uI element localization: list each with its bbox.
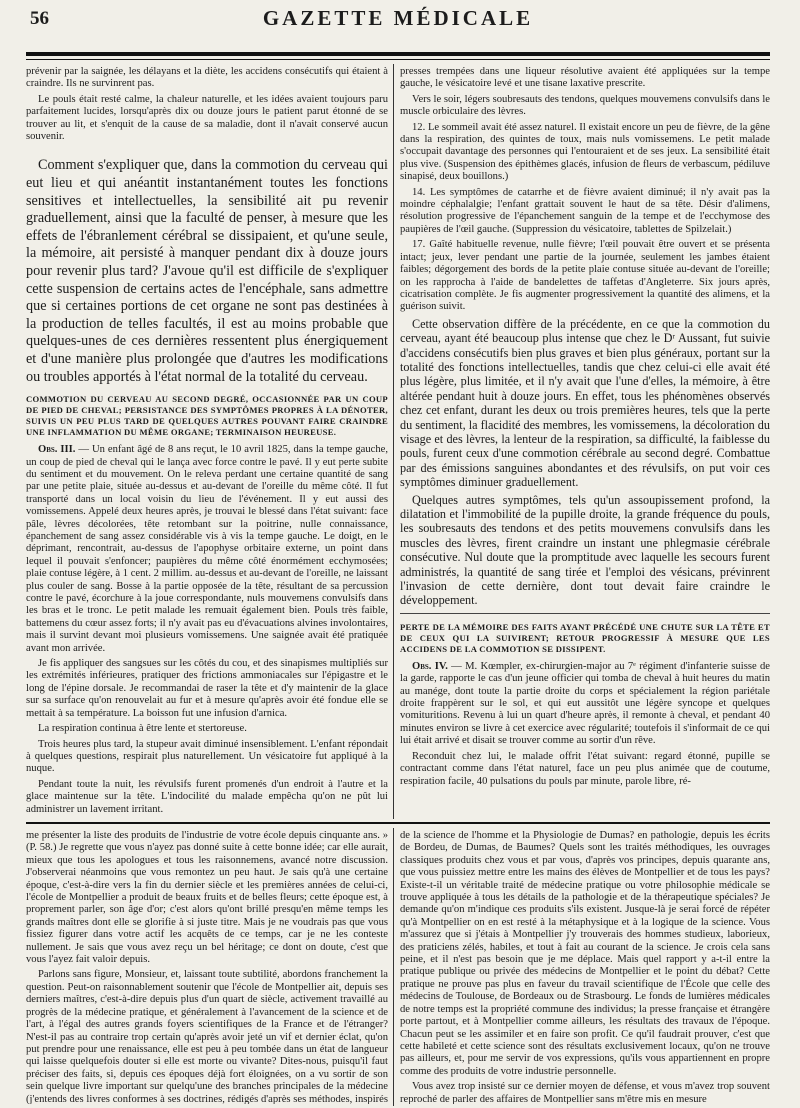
column-right-lower: [400, 830, 770, 1104]
section-divider: [26, 822, 770, 824]
paragraph: Reconduit chez lui, le malade offrit l'état suivant: regard étonné, pupille se contractant comme dans l'état naturel, face un peu plus animée que de coutume, respiration facile, 40 pulsations du pouls par minute, parole libre, ré-: [400, 750, 770, 787]
paragraph: Vous avez trop insisté sur ce dernier moyen de défense, et vous m'avez trop souvent reproché de parler des affaires de Montpellier sans m'être mis en mesure: [400, 1081, 770, 1104]
paragraph: Vers le soir, légers soubresauts des tendons, quelques mouvemens convulsifs dans le muscle orbiculaire des lèvres.: [400, 93, 770, 118]
paragraph: Parlons sans figure, Monsieur, et, laissant toute subtilité, abordons franchement la question. Peut-on raisonnablement soutenir que l'école de Montpellier ait, depuis ses derniers maîtres, c'est-à-dire depuis plus d'un quart de siècle, activement travaillé au progrès de la médecine pratique, et généralement à l'avancement de la science et de l'art, à l'égal des autres grands foyers scientifiques de la France et de l'étranger? N'est-il pas au contraire trop certain qu'après avoir jeté un vif et dernier éclat, qu'on put prendre pour une renaissance, elle est peu à peu tombée dans un état de langueur qui laisse quelquefois douter si elle est morte ou vivante? Dites-nous, puisqu'il faut préciser des faits, si, depuis ces époques déjà fort éloignées, on a vu sortir de son sein quelque livre important sur quelqu'une des branches principales de la médecine (j'entends des livres conformes à ses doctrines, rédigés d'après ses méthodes, inspirés: [26, 969, 388, 1104]
paragraph: me présenter la liste des produits de l'industrie de votre école depuis cinquante ans. » (P. 58.) Je regrette que vous n'ayez pas donné suite à cette bonne idée; car elle aurait, mieux que tous les apologues et tous les raisonnemens, avancé notre discussion. J'observerai néanmoins que vous remontez un peu haut. Je sais qu'à une certaine époque, c'est-à-dire vers la fin du dernier siècle et les premières années de celui-ci, l'école de Montpellier a produit de beaux fruits et de belles fleurs; cette époque est, à proprement parler, son âge d'or; c'est alors qu'ont brillé presqu'en même temps les grands maîtres dont elle se glorifie à si juste titre. Mais je ne voudrais pas que vous fissiez figurer dans votre actif les acquêts de ce temps, car je ne les conteste nullement. Je sais que vous avez reçu un bel héritage; ce dont on doute, c'est que vous l'ayez fait valoir depuis.: [26, 830, 388, 966]
paragraph: de la science de l'homme et la Physiologie de Dumas? en pathologie, depuis les écrits de Bordeu, de Dumas, de Baumes? Quels sont les traités méthodiques, les ouvrages classiques produits chez vous et par vous, d'après vos principes, depuis quarante ans, que vous puissiez mettre entre les mains des élèves de Montpellier et de tous les pays? Existe-t-il un véritable traité de médecine pratique ou votre philosophie médicale se trouve appliquée à tous les détails de la pathologie et de la thérapeutique spéciales? Je demande qu'on m'indique ces produits s'ils existent. Jusque-là je serai forcé de répéter qu'à Montpellier on en est resté à la métaphysique et à la logique de la science. Vous m'assurez que si j'étais à Montpellier j'y trouverais des hommes studieux, laborieux, des praticiens zélés, habiles, et tout à fait au courant de la science. Je crois cela sans peine, et il n'est pas besoin que je me déplace. Mais quel rapport y a-t-il entre la pratique publique ou privée des médecins de Montpellier et le point du débat? Cette pratique ne prouve pas plus en faveur du travail scientifique de l'École que celle des médecins de Toulouse, de Bordeaux ou de Strasbourg. Le fonds de lumières médicales de notre temps est la propriété commune des individus; la presse française et étrangère porte partout, et à Montpellier comme ailleurs, les résultats des travaux de l'époque. Chacun peut se les assimiler et en faire son profit. Ce qu'il faudrait prouver, c'est que cette habileté et cette science sont des résultats exclusivement locaux, qu'on ne trouve pas ailleurs, et, pour me servir de vos expressions, qu'ils vous appartiennent en propre comme des produits de votre industrie personnelle.: [400, 830, 770, 1077]
column-left-lower: [26, 830, 388, 1104]
observation-text: — M. Kœmpler, ex-chirurgien-major au 7ᵉ régiment d'infanterie suisse de la garde, rapporte le cas d'un jeune officier qui tomba de cheval à huit heures du matin au manége, dont toute la partie droite du corps et spécialement la région pariétale droite frappèrent sur le sol, et qui eut aussitôt une légère syncope et quelques vomituritions. Revenu à lui un quart d'heure après, il remonte à cheval, et pendant 40 minutes environ se livre à cet exercice avec régularité; toutefois il s'informait de ce qui lui était arrivé et disait se trouver comme au sortir d'un rêve.: [400, 660, 770, 747]
paragraph: 14. Les symptômes de catarrhe et de fièvre avaient diminué; il n'y avait pas la moindre céphalalgie; l'enfant grattait souvent le haut de sa tête. Désir d'alimens, résolution progressive de l'épanchement sanguin de la tempe et de l'ecchymose des paupières de l'œil gauche. (Suppression du vésicatoire, tablettes de Spilzelait.): [400, 186, 770, 235]
paragraph: Pendant toute la nuit, les révulsifs furent promenés d'un endroit à l'autre et la glace maintenue sur la tête. L'indocilité du malade empêcha qu'on ne pût lui administrer un lavement irritant.: [26, 778, 388, 815]
page-number: 56: [30, 8, 49, 29]
observation-text: — Un enfant âgé de 8 ans reçut, le 10 avril 1825, dans la tempe gauche, un coup de pied de cheval qui le lança avec force contre le pavé. Il y eut perte subite du sentiment et du mouvement. On le releva perdant une certaine quantité de sang par une petite plaie, située au-dessus et au-devant de l'oreille du même côté. Il fut transporté dans un local voisin du lieu de l'événement. Il y eut aussi des vomissemens. Appelé deux heures après, je trouvai le blessé dans l'état suivant: face pâle, lèvres décolorées, tête retombant sur la poitrine, nulle connaissance, épanchement de sang assez considérable vis à vis la tempe gauche. Le doigt, en le déprimant, rencontrait, au-dessus de l'apophyse orbitaire externe, un point dans lequel il pouvait s'enfoncer; paupières du même côté énormément ecchymosées; plaie contuse légère, à 1 cent. 2 millim. au-dessus et au-devant de l'oreille, ne laissant plus couler de sang. Bosse à la partie opposée de la tête, résultant de sa percussion contre le pavé, écorchure à la joue correspondante, nuls mouvemens convulsifs dans les bras et le tronc. Le petit malade les remuait également bien. Pouls très faible, battemens du cœur assez forts; il n'y avait pas eu d'évacuations alvines involontaires, mais il survint devant moi plusieurs vomissemens. Une saignée avait été pratiquée avant mon arrivée.: [26, 444, 388, 654]
observation-paragraph: [400, 661, 770, 748]
separator-rule: [400, 613, 770, 614]
paragraph: Trois heures plus tard, la stupeur avait diminué insensiblement. L'enfant répondait à quelques questions, respirait plus naturellement. Un vésicatoire fut appliqué à la nuque.: [26, 738, 388, 775]
column-right-upper: [400, 66, 770, 818]
paragraph: Le pouls était resté calme, la chaleur naturelle, et les idées avaient toujours paru parfaitement lucides, lorsqu'après dix ou douze jours le patient parut étonné de se trouver au lit, et s'enquit de la cause de sa maladie, dont il n'avait conservé aucun souvenir.: [26, 93, 388, 143]
observation-label: Obs. IV.: [412, 660, 448, 672]
paragraph: presses trempées dans une liqueur résolutive avaient été appliquées sur la tempe gauche, le vésicatoire levé et une tisane laxative prescrite.: [400, 66, 770, 90]
journal-title: GAZETTE MÉDICALE: [262, 6, 534, 30]
paragraph: 12. Le sommeil avait été assez naturel. Il existait encore un peu de fièvre, de la gêne dans la respiration, des quintes de toux, mais nuls vomissemens. Le petit malade s'occupait davantage des personnes qui l'entouraient et de ses jeux. La sensibilité était plus vive. (Suspension des épithèmes glacés, infusion de fleurs de verbascum, pédiluve sinapisé, deux bouillons.): [400, 121, 770, 183]
observation-paragraph: [26, 444, 388, 655]
page-header: [26, 4, 770, 36]
paragraph: 17. Gaîté habituelle revenue, nulle fièvre; l'œil pouvait être ouvert et se présenta intact; jeux, lever pendant une partie de la journée, seulement les jambes étaient faibles; dégorgement des bords de la petite plaie contuse située au-devant de l'oreille; on les rapprocha à l'aide de bandelettes de taffetas d'Angleterre. Six jours après, cicatrisation complète. Je fis augmenter progressivement la quantité des alimens, et la guérison suivit.: [400, 239, 770, 313]
commentary-paragraph: Quelques autres symptômes, tels qu'un assoupissement profond, la dilatation et l'immobilité de la pupille droite, la grande fréquence du pouls, les soubresauts des tendons et des petits mouvemens convulsifs dans les muscles des lèvres, firent craindre un instant une phlegmasie cérébrale consécutive. Nul doute que la promptitude avec laquelle les secours furent administrés, la quantité de sang tirée et l'emploi des vésicans, prévinrent l'invasion de cette dernière, dont tout devait faire craindre le développement.: [400, 492, 770, 608]
column-divider: [393, 828, 394, 1106]
commentary-paragraph: Cette observation diffère de la précédente, en ce que la commotion du cerveau, ayant été beaucoup plus intense que chez le Dʳ Aussant, fut suivie d'accidens consécutifs bien plus graves et bien plus généraux, portant sur la totalité des fonctions intellectuelles, tandis que chez celui-ci elle avait été plus légère, plus limitée, et il n'y avait que l'une d'elles, la mémoire, à être altérée pendant huit à douze jours. En effet, tous les phénomènes observés chez cet enfant, durant les deux ou trois premières heures, tels que la perte du sentiment, la flacidité des membres, les vomissemens, la décoloration du visage et des lèvres, la lenteur de la respiration, sa difficulté, la faiblesse du pouls, furent ceux d'une commotion cérébrale au second degré. Combattue par des émissions sanguines abondantes et des révulsifs, on put voir ces symptômes diminuer graduellement.: [400, 316, 770, 490]
paragraph: prévenir par la saignée, les délayans et la diète, les accidens consécutifs qui étaient à craindre. Ils ne survinrent pas.: [26, 66, 388, 90]
column-left-upper: [26, 66, 388, 818]
reflection-paragraph: Comment s'expliquer que, dans la commotion du cerveau qui eut lieu et qui anéantit instantanément toutes les fonctions sensitives et intellectuelles, la sensibilité ait pu revenir graduellement, ainsi que la faculté de penser, à mesure que les effets de l'ébranlement cérébral se dissipaient, et qu'une seule, la mémoire, ait persisté à manquer pendant dix à douze jours pour revenir plus tard? J'avoue qu'il est difficile de s'expliquer cette suspension de certains actes de l'encéphale, sans admettre que si certaines portions de cet organe ne sont pas destinées à la production de telles facultés, il est au moins probable que quelques-unes de ces dernières ressentent plus énergiquement et d'une manière plus prolongée que d'autres les modifications ou troubles apportés à l'état normal de la totalité du cerveau.: [26, 157, 388, 385]
header-rule-thin: [26, 59, 770, 60]
column-divider: [393, 64, 394, 819]
section-heading: COMMOTION DU CERVEAU AU SECOND DEGRÉ, OCCASIONNÉE PAR UN COUP DE PIED DE CHEVAL; PERSISTANCE DES SYMPTÔMES PROPRES À LA DÉNOTER, SUIVIS UN PEU PLUS TARD DE QUELQUES AUTRES POUVANT FAIRE CRAINDRE UNE INFLAMMATION DU MÊME ORGANE; TERMINAISON HEUREUSE.: [26, 394, 388, 438]
observation-label: Obs. III.: [38, 444, 76, 456]
paragraph: Je fis appliquer des sangsues sur les côtés du cou, et des sinapismes multipliés sur les extrémités inférieures, pratiquer des frictions ammoniacales sur l'épigastre et le long de l'épine dorsale. Je recommandai de raser la tête et d'y maintenir de la glace sur sa surface qu'on renouvelait au fur et à mesure qu'après avoir été fondue elle se mettait à sa température. La boisson fut une infusion d'arnica.: [26, 658, 388, 719]
section-heading: PERTE DE LA MÉMOIRE DES FAITS AYANT PRÉCÉDÉ UNE CHUTE SUR LA TÊTE ET DE CEUX QUI LA SUIVIRENT; RETOUR PROGRESSIF À MESURE QUE LES ACCIDENS DE LA COMMOTION SE DISSIPENT.: [400, 621, 770, 654]
paragraph: La respiration continua à être lente et stertoreuse.: [38, 723, 247, 735]
header-rule: [26, 52, 770, 56]
